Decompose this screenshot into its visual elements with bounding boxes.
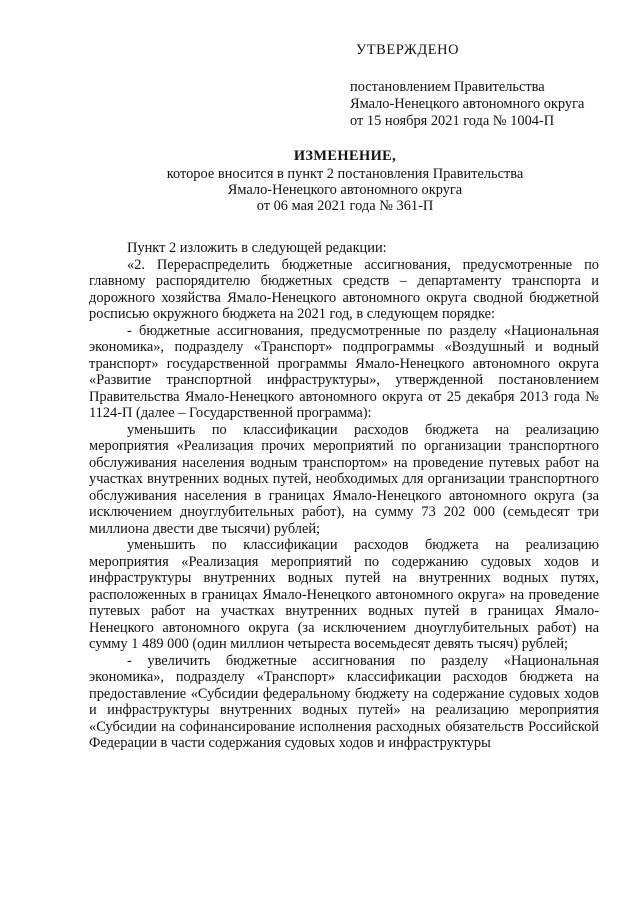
body-paragraph: - бюджетные ассигнования, предусмотренные по разделу «Национальная экономика», подразделу «Транспорт» подпрограммы «Воздушный и водный транспорт» государственной программы Ямало-Ненецкого автономного округа «Развитие транспортной инфраструктуры», утвержденной постановлением Правительства Ямало-Ненецкого автономного округа от 25 декабря 2013 года № 1124-П (далее – Государственной программа): (89, 322, 599, 421)
approval-line: от 15 ноября 2021 года № 1004-П (350, 113, 555, 129)
body-paragraph: - увеличить бюджетные ассигнования по разделу «Национальная экономика», подразделу «Транспорт» классификации расходов бюджета на предоставление «Субсидии федеральному бюджету на содержание судовых ходов и инфраструктуры внутренних водных путей» на реализацию мероприятия «Субсидии на софинансирование исполнения расходных обязательств Российской Федерации в части содержания судовых ходов и инфраструктуры (89, 652, 599, 751)
body-paragraph: уменьшить по классификации расходов бюджета на реализацию мероприятия «Реализация мероприятий по содержанию судовых ходов и инфраструктуры внутренних водных путей на внутренних водных путях, расположенных в границах Ямало-Ненецкого автономного округа» на проведение путевых работ на участках внутренних водных путей в границах Ямало-Ненецкого автономного округа (за исключением дноуглубительных работ) на сумму 1 489 000 (один миллион четыреста восемьдесят девять тысяч) рублей; (89, 537, 599, 652)
approval-basis (350, 79, 610, 130)
document-body (89, 240, 599, 752)
body-paragraph: Пункт 2 изложить в следующей редакции: (127, 240, 387, 256)
body-paragraph: «2. Перераспределить бюджетные ассигнования, предусмотренные по главному распорядителю бюджетных средств – департаменту транспорта и дорожного хозяйства Ямало-Ненецкого автономного округа сводной бюджетной росписью окружного бюджета на 2021 год, в следующем порядке: (89, 256, 599, 322)
heading-line: которое вносится в пункт 2 постановления Правительства (166, 166, 524, 182)
heading-line: от 06 мая 2021 года № 361-П (256, 198, 434, 214)
document-title: ИЗМЕНЕНИЕ, (293, 148, 397, 164)
approval-line: Ямало-Ненецкого автономного округа (350, 96, 585, 112)
document-heading (90, 148, 600, 214)
body-paragraph: уменьшить по классификации расходов бюджета на реализацию мероприятия «Реализация прочих мероприятий по организации транспортного обслуживания населения водным транспортом» на проведение путевых работ на участках внутренних водных путей, необходимых для организации транспортного обслуживания населения в границах Ямало-Ненецкого автономного округа (за исключением дноуглубительных работ), на сумму 73 202 000 (семьдесят три миллиона двести две тысячи) рублей; (89, 421, 599, 537)
approval-title: УТВЕРЖДЕНО (356, 42, 460, 58)
heading-line: Ямало-Ненецкого автономного округа (227, 182, 463, 198)
approval-stamp (350, 42, 610, 130)
approval-line: постановлением Правительства (350, 79, 545, 95)
